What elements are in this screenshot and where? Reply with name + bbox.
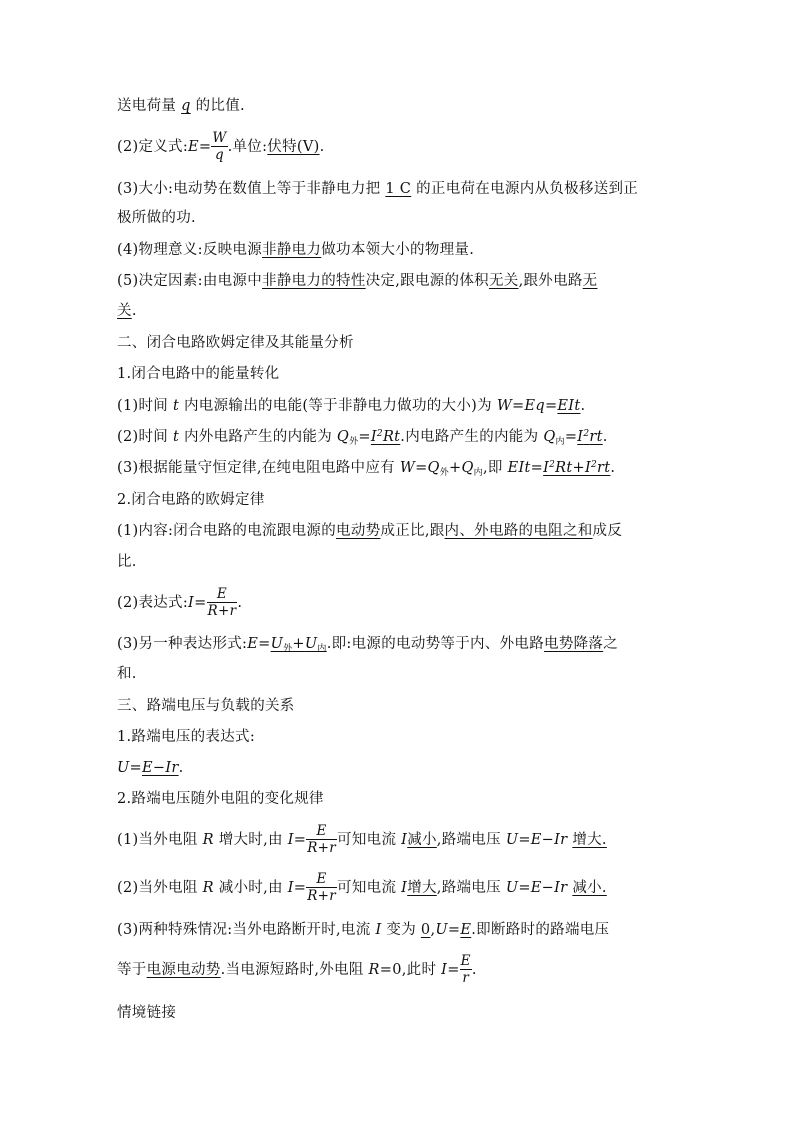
- section-heading: 三、路端电压与负载的关系: [117, 698, 295, 714]
- text-line: 和.: [117, 666, 137, 682]
- text-line: 关.: [117, 303, 137, 319]
- text-line: (1)当外电阻 R 增大时,由 I= $\frac{E}{R+r}$ 可知电流 I减小,路端电压 U=E−Ir 增大.: [117, 822, 607, 856]
- text-line: (3)大小:电动势在数值上等于非静电力把 1 C 的正电荷在电源内从负极移送到正: [117, 181, 639, 197]
- text-line: 等于电源电动势.当电源短路时,外电阻 R=0,此时 I= $\frac{E}{r}$ .: [117, 952, 477, 986]
- text-line: (3)另一种表达形式$:E=U_外+U_内$.即:电源的电动势等于内、外电路电势降落之: [117, 636, 619, 654]
- text-line: (2)当外电阻 R 减小时,由 I= $\frac{E}{R+r}$ 可知电流 I增大,路端电压 U=E−Ir 减小.: [117, 870, 607, 904]
- definition-formula-line: (2)定义式:E= $\frac{W}{q}$ .单位:伏特(V).: [117, 129, 325, 163]
- subsection-heading: 1.路端电压的表达式:: [117, 729, 256, 745]
- fraction-e-over-r: $\frac{E}{r}$: [460, 952, 471, 986]
- section-heading: 二、闭合电路欧姆定律及其能量分析: [117, 335, 354, 351]
- text-line: (4)物理意义:反映电源非静电力做功本领大小的物理量.: [117, 242, 475, 258]
- fraction-e-over-r-plus-r: $\frac{E}{R+r}$: [307, 870, 337, 904]
- text-line: (1)时间 t 内电源输出的电能(等于非静电力做功的大小)为 W=Eq=EIt.: [117, 398, 586, 414]
- fraction-e-over-r-plus-r: $\frac{E}{R+r}$: [307, 822, 337, 856]
- text-line: U=E−Ir.: [117, 760, 184, 776]
- fraction-e-over-r-plus-r: $\frac{E}{R+r}$: [207, 585, 237, 619]
- text-line: 极所做的功.: [117, 210, 196, 226]
- subsection-heading: 2.路端电压随外电阻的变化规律: [117, 791, 324, 807]
- ohm-law-formula-line: (2)表达式:I= $\frac{E}{R+r}$ .: [117, 585, 243, 619]
- fraction-w-over-q: $\frac{W}{q}$: [212, 129, 227, 163]
- text-line: (5)决定因素:由电源中非静电力的特性决定,跟电源的体积无关,跟外电路无: [117, 273, 598, 289]
- text-line: 比.: [117, 554, 137, 570]
- text-line: (3)根据能量守恒定律,在纯电阻电路中应有 $W=Q_外+Q_内$,即 $EIt=I^2Rt+I^2rt$.: [117, 460, 616, 478]
- text-line: (3)两种特殊情况:当外电路断开时,电流 I 变为 0,U=E.即断路时的路端电压: [117, 922, 610, 938]
- text-line: 送电荷量 q 的比值.: [117, 98, 245, 114]
- text-line: (2)时间 t 内外电路产生的内能为 $Q_外=I^2Rt$.内电路产生的内能为 $Q_内=I^2rt$.: [117, 429, 608, 447]
- section-label: 情境链接: [117, 1005, 177, 1021]
- text-line: (1)内容:闭合电路的电流跟电源的电动势成正比,跟内、外电路的电阻之和成反: [117, 523, 623, 539]
- subsection-heading: 2.闭合电路的欧姆定律: [117, 492, 265, 508]
- subsection-heading: 1.闭合电路中的能量转化: [117, 366, 280, 382]
